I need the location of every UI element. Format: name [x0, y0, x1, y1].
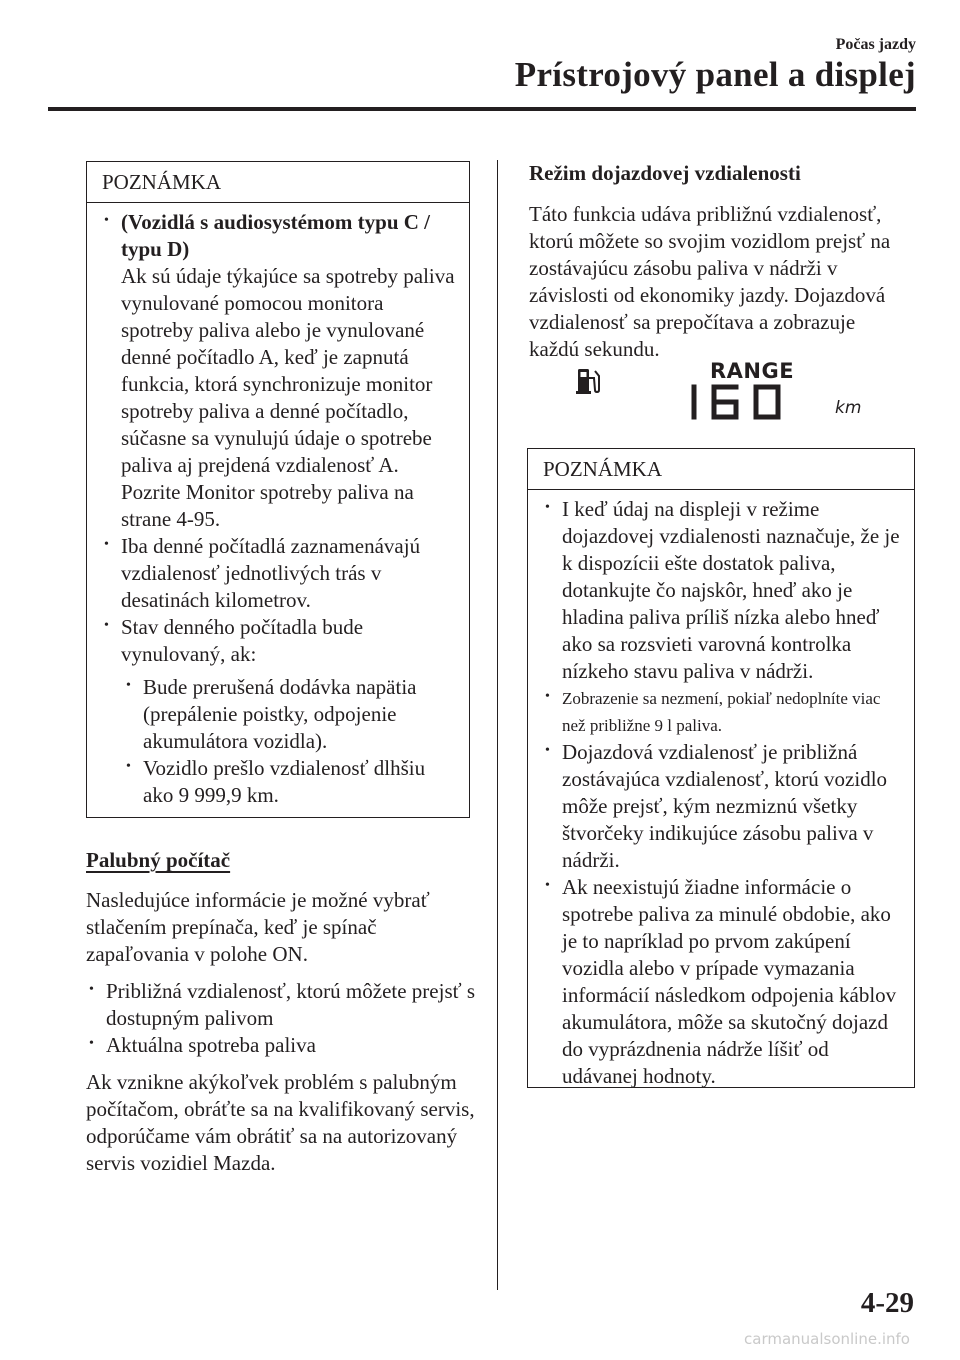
watermark: carmanualsonline.info [744, 1330, 910, 1348]
page-number: 4-29 [860, 1287, 914, 1319]
note-item [101, 209, 459, 533]
header-section-label: Počas jazdy [835, 36, 916, 53]
note-item-title: • (Vozidlá s audiosystémom typu C / typu D) [121, 210, 431, 261]
paragraph: Táto funkcia udáva približnú vzdialenosť, ktorú môžete so svojim vozidlom prejsť na zostávajúcu zásobu paliva v nádrži v závislosti od ekonomiky jazdy. Dojazdová vzdialenosť sa prepočítava a zobrazuje každú sekundu. [529, 202, 891, 361]
fuel-pump-icon [576, 366, 602, 396]
note-box-left [86, 161, 470, 818]
note-item: • Stav denného počítadla bude vynulovaný, ak: [101, 614, 459, 668]
note-item: • Iba denné počítadlá zaznamenávajú vzdialenosť jednotlivých trás v desatinách kilometrov. [101, 533, 459, 614]
column-divider [497, 160, 498, 1290]
note-heading: POZNÁMKA [87, 162, 469, 203]
range-label: RANGE [710, 359, 795, 383]
note-subitem: • Vozidlo prešlo vzdialenosť dlhšiu ako 9 999,9 km. [123, 755, 459, 809]
list-item: • Približná vzdialenosť, ktorú môžete prejsť s dostupným palivom [86, 978, 478, 1032]
trip-computer-section [86, 848, 478, 1177]
header-rule [48, 107, 916, 111]
note-item-text: Ak sú údaje týkajúce sa spotreby paliva vynulované pomocou monitora spotreby paliva alebo je vynulované denné počítadlo A, keď je zapnutá funkcia, ktorá synchronizuje monitor spotreby paliva a denné počítadlo, súčasne sa vynulujú údaje o spotrebe paliva aj prejdená vzdialenosť A. Pozrite Monitor spotreby paliva na strane 4-95. [121, 264, 455, 531]
section-heading: Palubný počítač [86, 848, 231, 872]
note-item: • I keď údaj na displeji v režime dojazdovej vzdialenosti naznačuje, že je k dispozícii ešte dostatok paliva, dotankujte čo najskôr, hneď ako je hladina paliva príliš nízka alebo hneď ako sa rozsvieti varovná kontrolka nízkeho stavu paliva v nádrži. [542, 496, 904, 685]
range-mode-section [529, 160, 909, 363]
range-display-illustration [560, 358, 870, 428]
range-unit: km [835, 398, 862, 418]
paragraph: Ak vznikne akýkoľvek problém s palubným počítačom, obráťte sa na kvalifikovaný servis, odporúčame vám obrátiť sa na autorizovaný servis vozidiel Mazda. [86, 1070, 475, 1175]
page-title: Prístrojový panel a displej [514, 55, 916, 94]
note-subitem: • Bude prerušená dodávka napätia (prepálenie poistky, odpojenie akumulátora vozidla). [123, 674, 459, 755]
subsection-heading: Režim dojazdovej vzdialenosti [529, 161, 801, 185]
note-item: • Dojazdová vzdialenosť je približná zostávajúca vzdialenosť, ktorú vozidlo môže prejsť, kým nezmiznú všetky štvorčeky indikujúce zásobu paliva v nádrži. [542, 739, 904, 874]
note-heading: POZNÁMKA [528, 449, 914, 490]
paragraph: Nasledujúce informácie je možné vybrať stlačením prepínača, keď je spínač zapaľovania v polohe ON. [86, 888, 430, 966]
note-item: • Ak neexistujú žiadne informácie o spotrebe paliva za minulé obdobie, ako je to napríklad po prvom zakúpení vozidla alebo v prípade vymazania informácií následkom odpojenia káblov akumulátora, môže sa skutočný dojazd do vyprázdnenia nádrže líšiť od udávanej hodnoty. [542, 874, 904, 1090]
list-item: • Aktuálna spotreba paliva [86, 1032, 478, 1059]
note-item: • Zobrazenie sa nezmení, pokiaľ nedoplníte viac než približne 9 l paliva. [542, 685, 904, 739]
range-value-digits [684, 384, 818, 420]
note-box-right [527, 448, 915, 1088]
